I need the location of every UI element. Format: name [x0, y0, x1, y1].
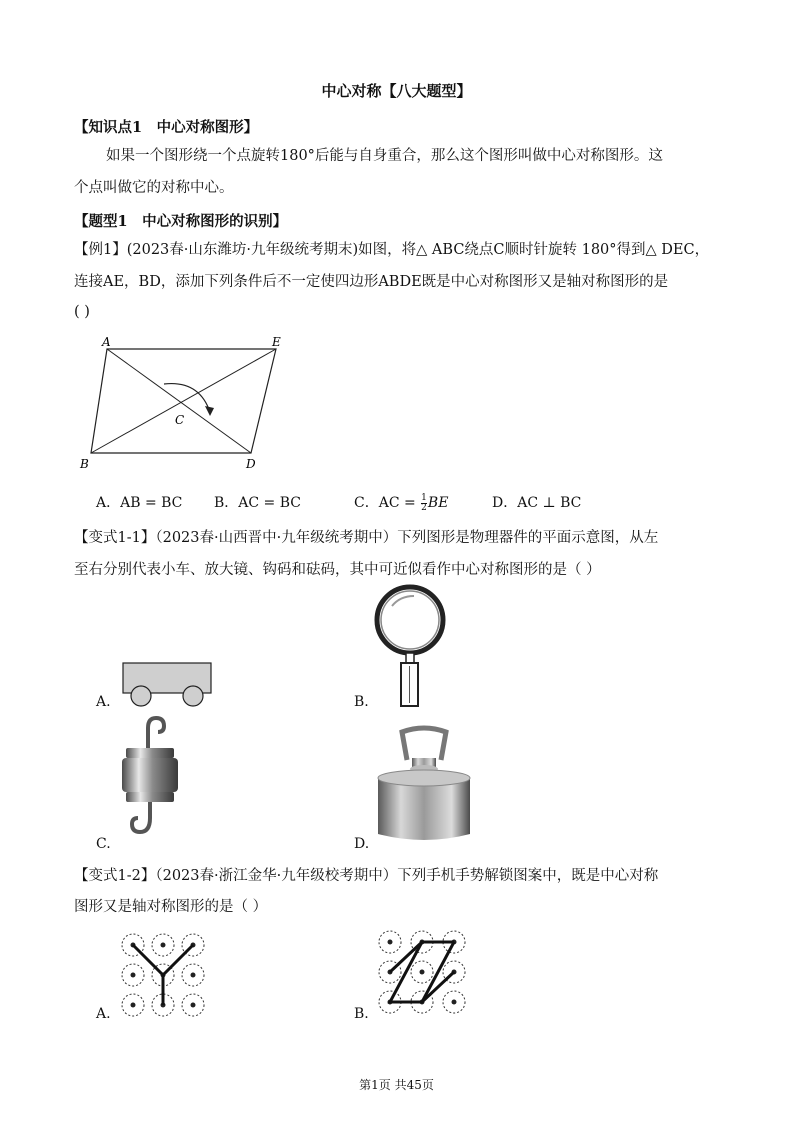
example1-line1: 【例1】(2023春·山东潍坊·九年级统考期末)如图，将△ ABC绕点C顺时针旋转 180°得到△ DEC，	[74, 242, 710, 258]
weight-handle	[402, 728, 446, 760]
example1-line3: ( )	[74, 304, 90, 320]
knowledge-text-line1: 如果一个图形绕一个点旋转180°后能与自身重合，那么这个图形叫做中心对称图形。这	[106, 148, 663, 164]
topic1-heading: 【题型1 中心对称图形的识别】	[74, 213, 288, 230]
weight-base	[126, 792, 174, 802]
car-wheel-left	[131, 686, 151, 706]
label-a: A	[102, 335, 111, 349]
magnifier-neck	[406, 653, 414, 663]
weight-cap	[126, 748, 174, 758]
cylinder-body	[378, 778, 470, 840]
variant1-line1: 【变式1-1】（2023春·山西晋中·九年级统考期中）下列图形是物理器件的平面示意图，从左	[74, 530, 659, 546]
variant1-line2: 至右分别代表小车、放大镜、钩码和砝码，其中可近似看作中心对称图形的是（ ）	[74, 562, 601, 578]
unlock-pattern-a	[120, 932, 206, 1018]
label-d: D	[246, 457, 256, 471]
knowledge-heading: 【知识点1 中心对称图形】	[74, 119, 259, 136]
label-b: B	[80, 457, 89, 471]
magnifier-image	[370, 582, 450, 712]
bottom-hook	[132, 802, 150, 832]
variant1-label-b: B.	[354, 694, 369, 710]
variant2-label-a: A.	[96, 1006, 111, 1022]
variant1-label-d: D.	[354, 836, 370, 852]
diagonal-ad	[107, 349, 251, 453]
example1-line2: 连接AE，BD，添加下列条件后不一定使四边形ABDE既是中心对称图形又是轴对称图形的是	[74, 274, 669, 290]
variant2-label-b: B.	[354, 1006, 369, 1022]
label-c: C	[175, 413, 185, 427]
car-wheel-right	[183, 686, 203, 706]
fraction-half: $\frac{1}{2}$	[421, 492, 427, 513]
knowledge-text-line2: 个点叫做它的对称中心。	[74, 180, 234, 196]
pattern-a-stroke-top	[133, 945, 193, 975]
cylinder-weight-image	[374, 722, 474, 848]
hook-weight-image	[112, 712, 192, 842]
diagonal-eb	[91, 349, 276, 453]
cylinder-top	[378, 770, 470, 786]
rotation-arrow-head	[205, 406, 214, 416]
variant1-label-a: A.	[96, 694, 111, 710]
unlock-pattern-b	[376, 926, 468, 1018]
top-hook	[148, 718, 164, 750]
weight-body	[122, 758, 178, 792]
pattern-b-stroke-left	[390, 942, 422, 972]
label-e: E	[272, 335, 281, 349]
example1-option-d: D．AC ⊥ BC	[492, 495, 582, 511]
parallelogram-figure	[74, 330, 304, 480]
variant2-line1: 【变式1-2】（2023春·浙江金华·九年级校考期中）下列手机手势解锁图案中，既是中心对称	[74, 868, 659, 884]
page-footer: 第1页 共45页	[359, 1078, 434, 1092]
pattern-b-stroke-diagonal	[422, 942, 454, 1002]
example1-option-b: B．AC = BC	[214, 495, 302, 511]
example1-option-a: A．AB = BC	[96, 495, 183, 511]
variant2-line2: 图形又是轴对称图形的是（ ）	[74, 899, 268, 915]
car-image	[118, 660, 218, 708]
variant1-label-c: C.	[96, 836, 111, 852]
example1-option-c: C．AC = $\frac{1}{2}$ BE	[354, 492, 449, 513]
page-title: 中心对称【八大题型】	[321, 82, 472, 100]
